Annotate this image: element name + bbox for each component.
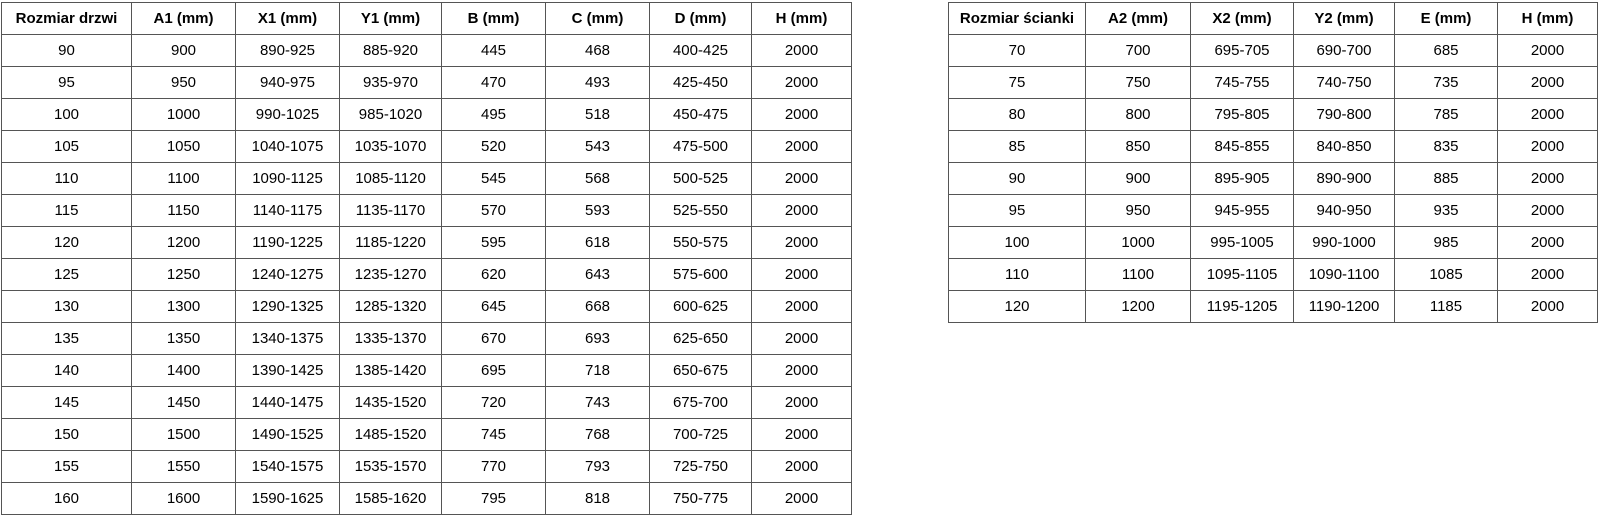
table-cell: 900 (132, 35, 236, 67)
table-cell: 120 (949, 291, 1086, 323)
table-cell: 1150 (132, 195, 236, 227)
table-cell: 100 (949, 227, 1086, 259)
table-cell: 990-1000 (1294, 227, 1395, 259)
table-cell: 950 (132, 67, 236, 99)
table-cell: 1100 (1086, 259, 1191, 291)
table-cell: 2000 (752, 387, 852, 419)
table-cell: 625-650 (650, 323, 752, 355)
table-cell: 1085-1120 (340, 163, 442, 195)
table-row (2, 259, 852, 291)
table-cell: 695 (442, 355, 546, 387)
table-row (949, 259, 1598, 291)
table-cell: 1435-1520 (340, 387, 442, 419)
column-header: Y1 (mm) (340, 3, 442, 35)
table-cell: 2000 (1498, 195, 1598, 227)
table-cell: 1590-1625 (236, 483, 340, 515)
table-cell: 2000 (752, 483, 852, 515)
table-cell: 800 (1086, 99, 1191, 131)
table-cell: 2000 (752, 323, 852, 355)
table-cell: 2000 (752, 451, 852, 483)
table-cell: 645 (442, 291, 546, 323)
table-cell: 575-600 (650, 259, 752, 291)
table-cell: 2000 (752, 99, 852, 131)
table-cell: 643 (546, 259, 650, 291)
table-cell: 818 (546, 483, 650, 515)
table-cell: 1040-1075 (236, 131, 340, 163)
table-cell: 940-950 (1294, 195, 1395, 227)
table-cell: 2000 (752, 419, 852, 451)
table-cell: 750-775 (650, 483, 752, 515)
table-cell: 693 (546, 323, 650, 355)
table-cell: 1535-1570 (340, 451, 442, 483)
table-cell: 475-500 (650, 131, 752, 163)
table-cell: 768 (546, 419, 650, 451)
table-cell: 600-625 (650, 291, 752, 323)
table-cell: 1550 (132, 451, 236, 483)
table-cell: 1035-1070 (340, 131, 442, 163)
table-row (2, 131, 852, 163)
table-cell: 1485-1520 (340, 419, 442, 451)
table-cell: 1585-1620 (340, 483, 442, 515)
column-header: X2 (mm) (1191, 3, 1294, 35)
table-cell: 750 (1086, 67, 1191, 99)
table-cell: 1390-1425 (236, 355, 340, 387)
table-cell: 850 (1086, 131, 1191, 163)
table-row (2, 387, 852, 419)
table-cell: 120 (2, 227, 132, 259)
table-cell: 725-750 (650, 451, 752, 483)
wall-table-header-row (949, 3, 1598, 35)
table-cell: 1300 (132, 291, 236, 323)
table-cell: 1400 (132, 355, 236, 387)
table-cell: 743 (546, 387, 650, 419)
table-row (949, 227, 1598, 259)
table-row (2, 291, 852, 323)
table-cell: 795 (442, 483, 546, 515)
table-cell: 1250 (132, 259, 236, 291)
table-cell: 845-855 (1191, 131, 1294, 163)
table-cell: 1235-1270 (340, 259, 442, 291)
table-cell: 675-700 (650, 387, 752, 419)
table-cell: 1385-1420 (340, 355, 442, 387)
table-cell: 468 (546, 35, 650, 67)
table-cell: 445 (442, 35, 546, 67)
table-cell: 793 (546, 451, 650, 483)
table-row (2, 99, 852, 131)
table-cell: 520 (442, 131, 546, 163)
table-cell: 620 (442, 259, 546, 291)
table-cell: 2000 (752, 163, 852, 195)
table-row (949, 131, 1598, 163)
table-cell: 493 (546, 67, 650, 99)
table-cell: 2000 (1498, 131, 1598, 163)
table-cell: 890-925 (236, 35, 340, 67)
column-header: Rozmiar ścianki (949, 3, 1086, 35)
table-cell: 1195-1205 (1191, 291, 1294, 323)
column-header: C (mm) (546, 3, 650, 35)
column-header: D (mm) (650, 3, 752, 35)
table-cell: 115 (2, 195, 132, 227)
table-cell: 90 (949, 163, 1086, 195)
table-cell: 95 (2, 67, 132, 99)
table-row (949, 67, 1598, 99)
table-cell: 2000 (1498, 35, 1598, 67)
table-cell: 110 (2, 163, 132, 195)
table-cell: 985 (1395, 227, 1498, 259)
column-header: H (mm) (1498, 3, 1598, 35)
table-cell: 70 (949, 35, 1086, 67)
table-cell: 85 (949, 131, 1086, 163)
table-cell: 745-755 (1191, 67, 1294, 99)
table-cell: 2000 (752, 259, 852, 291)
table-row (2, 163, 852, 195)
table-cell: 700-725 (650, 419, 752, 451)
table-cell: 1135-1170 (340, 195, 442, 227)
table-cell: 595 (442, 227, 546, 259)
table-cell: 2000 (1498, 99, 1598, 131)
table-row (2, 323, 852, 355)
door-table-header-row (2, 3, 852, 35)
table-cell: 1090-1100 (1294, 259, 1395, 291)
table-cell: 1490-1525 (236, 419, 340, 451)
table-cell: 160 (2, 483, 132, 515)
table-cell: 425-450 (650, 67, 752, 99)
table-cell: 2000 (752, 355, 852, 387)
table-cell: 1090-1125 (236, 163, 340, 195)
table-cell: 650-675 (650, 355, 752, 387)
column-header: H (mm) (752, 3, 852, 35)
table-cell: 90 (2, 35, 132, 67)
column-header: B (mm) (442, 3, 546, 35)
table-cell: 1500 (132, 419, 236, 451)
table-cell: 80 (949, 99, 1086, 131)
table-cell: 935-970 (340, 67, 442, 99)
table-cell: 155 (2, 451, 132, 483)
table-cell: 945-955 (1191, 195, 1294, 227)
table-cell: 618 (546, 227, 650, 259)
table-cell: 890-900 (1294, 163, 1395, 195)
table-cell: 500-525 (650, 163, 752, 195)
table-cell: 1600 (132, 483, 236, 515)
table-cell: 840-850 (1294, 131, 1395, 163)
table-cell: 1000 (132, 99, 236, 131)
table-cell: 2000 (752, 35, 852, 67)
table-cell: 1190-1200 (1294, 291, 1395, 323)
table-cell: 1000 (1086, 227, 1191, 259)
table-cell: 935 (1395, 195, 1498, 227)
table-cell: 1450 (132, 387, 236, 419)
table-cell: 518 (546, 99, 650, 131)
table-cell: 950 (1086, 195, 1191, 227)
table-cell: 885-920 (340, 35, 442, 67)
wall-panel-size-table (948, 2, 1598, 323)
table-cell: 450-475 (650, 99, 752, 131)
table-cell: 125 (2, 259, 132, 291)
table-cell: 2000 (1498, 163, 1598, 195)
table-cell: 1240-1275 (236, 259, 340, 291)
table-cell: 550-575 (650, 227, 752, 259)
table-cell: 543 (546, 131, 650, 163)
table-cell: 668 (546, 291, 650, 323)
table-cell: 770 (442, 451, 546, 483)
table-cell: 1100 (132, 163, 236, 195)
table-cell: 785 (1395, 99, 1498, 131)
table-cell: 495 (442, 99, 546, 131)
table-cell: 720 (442, 387, 546, 419)
table-cell: 895-905 (1191, 163, 1294, 195)
table-cell: 130 (2, 291, 132, 323)
table-cell: 690-700 (1294, 35, 1395, 67)
table-cell: 670 (442, 323, 546, 355)
table-cell: 1185-1220 (340, 227, 442, 259)
table-cell: 2000 (1498, 291, 1598, 323)
table-cell: 900 (1086, 163, 1191, 195)
table-cell: 525-550 (650, 195, 752, 227)
table-cell: 2000 (1498, 67, 1598, 99)
table-cell: 2000 (752, 131, 852, 163)
table-cell: 95 (949, 195, 1086, 227)
table-cell: 140 (2, 355, 132, 387)
table-cell: 570 (442, 195, 546, 227)
table-cell: 1200 (1086, 291, 1191, 323)
table-cell: 1190-1225 (236, 227, 340, 259)
table-row (2, 35, 852, 67)
column-header: X1 (mm) (236, 3, 340, 35)
table-cell: 593 (546, 195, 650, 227)
column-header: A2 (mm) (1086, 3, 1191, 35)
table-cell: 145 (2, 387, 132, 419)
column-header: A1 (mm) (132, 3, 236, 35)
table-row (949, 291, 1598, 323)
column-header: Rozmiar drzwi (2, 3, 132, 35)
table-row (2, 419, 852, 451)
table-cell: 1200 (132, 227, 236, 259)
table-cell: 795-805 (1191, 99, 1294, 131)
column-header: E (mm) (1395, 3, 1498, 35)
table-cell: 1540-1575 (236, 451, 340, 483)
table-row (2, 195, 852, 227)
table-row (2, 227, 852, 259)
table-cell: 2000 (752, 67, 852, 99)
table-row (949, 163, 1598, 195)
table-cell: 790-800 (1294, 99, 1395, 131)
table-cell: 75 (949, 67, 1086, 99)
table-cell: 700 (1086, 35, 1191, 67)
table-cell: 735 (1395, 67, 1498, 99)
table-cell: 100 (2, 99, 132, 131)
table-cell: 940-975 (236, 67, 340, 99)
table-cell: 470 (442, 67, 546, 99)
table-cell: 1440-1475 (236, 387, 340, 419)
table-row (2, 355, 852, 387)
table-cell: 2000 (752, 291, 852, 323)
table-cell: 1350 (132, 323, 236, 355)
table-cell: 1285-1320 (340, 291, 442, 323)
table-cell: 568 (546, 163, 650, 195)
table-cell: 695-705 (1191, 35, 1294, 67)
table-cell: 985-1020 (340, 99, 442, 131)
table-cell: 1050 (132, 131, 236, 163)
table-cell: 1185 (1395, 291, 1498, 323)
table-cell: 105 (2, 131, 132, 163)
table-cell: 400-425 (650, 35, 752, 67)
table-cell: 150 (2, 419, 132, 451)
table-cell: 135 (2, 323, 132, 355)
table-cell: 885 (1395, 163, 1498, 195)
table-cell: 110 (949, 259, 1086, 291)
table-cell: 740-750 (1294, 67, 1395, 99)
table-cell: 745 (442, 419, 546, 451)
table-cell: 545 (442, 163, 546, 195)
table-row (949, 195, 1598, 227)
table-cell: 835 (1395, 131, 1498, 163)
table-cell: 990-1025 (236, 99, 340, 131)
table-cell: 1140-1175 (236, 195, 340, 227)
table-cell: 2000 (1498, 227, 1598, 259)
table-cell: 2000 (1498, 259, 1598, 291)
table-cell: 995-1005 (1191, 227, 1294, 259)
table-row (2, 483, 852, 515)
table-cell: 685 (1395, 35, 1498, 67)
table-row (2, 67, 852, 99)
table-row (949, 99, 1598, 131)
table-cell: 1290-1325 (236, 291, 340, 323)
table-cell: 1095-1105 (1191, 259, 1294, 291)
table-row (2, 451, 852, 483)
table-cell: 2000 (752, 195, 852, 227)
table-cell: 1085 (1395, 259, 1498, 291)
table-cell: 2000 (752, 227, 852, 259)
table-cell: 1335-1370 (340, 323, 442, 355)
door-size-table (1, 2, 852, 515)
table-row (949, 35, 1598, 67)
column-header: Y2 (mm) (1294, 3, 1395, 35)
table-cell: 718 (546, 355, 650, 387)
table-cell: 1340-1375 (236, 323, 340, 355)
